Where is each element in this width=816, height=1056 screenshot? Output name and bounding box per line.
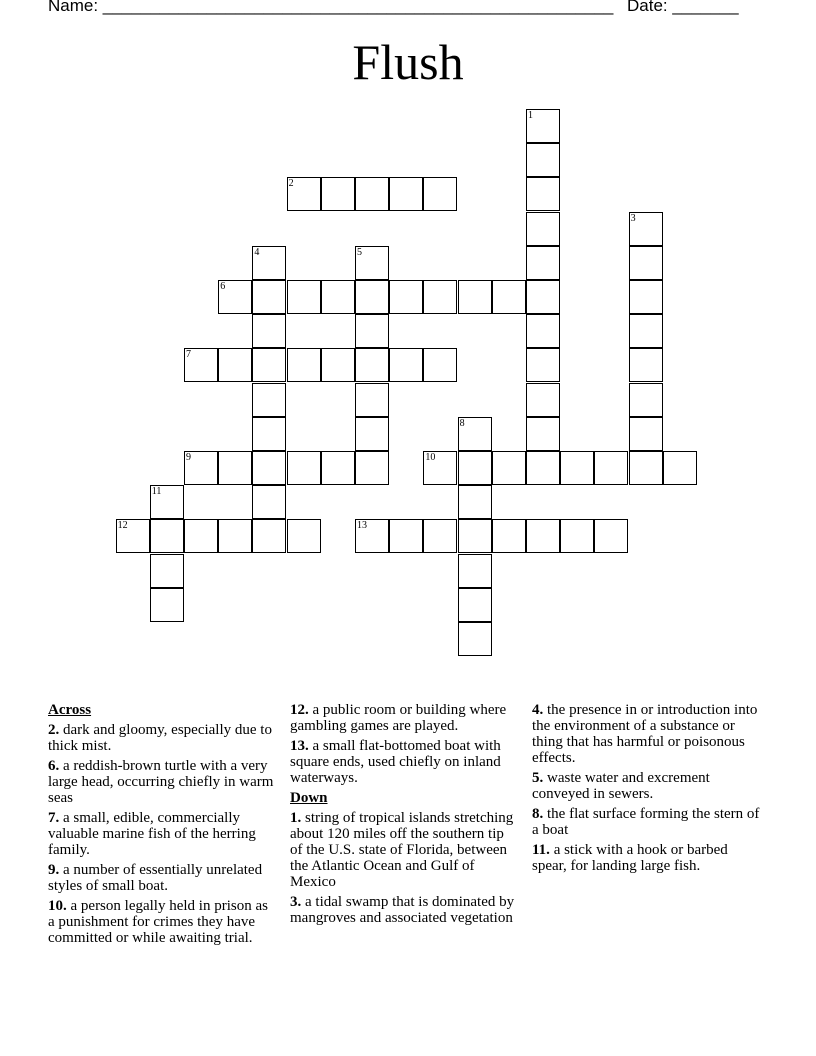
- clue-number: 12.: [290, 702, 309, 718]
- clue-text: a small flat-bottomed boat with square ends, used chiefly on inland waterways.: [290, 738, 501, 786]
- clues-column-1: [48, 702, 276, 950]
- grid-cell[interactable]: [355, 314, 389, 348]
- grid-cell[interactable]: [287, 177, 321, 211]
- grid-cell[interactable]: [389, 348, 423, 382]
- grid-cell[interactable]: [355, 177, 389, 211]
- cell-number: 4: [254, 246, 260, 258]
- grid-cell[interactable]: [389, 177, 423, 211]
- clue-across-7: [48, 810, 276, 858]
- grid-cell[interactable]: [321, 451, 355, 485]
- cell-number: 1: [528, 110, 533, 121]
- grid-cell[interactable]: [389, 519, 423, 553]
- clue-down-4: [532, 702, 760, 766]
- grid-cell[interactable]: [321, 177, 355, 211]
- clues-column-2: [290, 702, 518, 930]
- grid-cell[interactable]: [150, 554, 184, 588]
- name-field-label: Name: ______________________________________________________: [48, 0, 614, 15]
- grid-cell[interactable]: [560, 451, 594, 485]
- grid-cell[interactable]: [116, 519, 150, 553]
- grid-cell[interactable]: [355, 383, 389, 417]
- cell-number: 10: [425, 452, 436, 463]
- grid-cell[interactable]: [423, 280, 457, 314]
- clue-text: a small, edible, commercially valuable marine fish of the herring family.: [48, 810, 256, 858]
- grid-cell[interactable]: [423, 348, 457, 382]
- down-heading: Down: [290, 790, 328, 806]
- grid-cell[interactable]: [252, 383, 286, 417]
- across-heading: Across: [48, 702, 92, 718]
- grid-cell[interactable]: [423, 519, 457, 553]
- clue-number: 11.: [532, 842, 550, 858]
- clue-number: 10.: [48, 898, 67, 914]
- cell-number: 11: [151, 486, 162, 498]
- clue-number: 8.: [532, 806, 544, 822]
- cell-number: 9: [186, 452, 191, 463]
- grid-cell[interactable]: [663, 451, 697, 485]
- clue-text: a number of essentially unrelated styles of small boat.: [48, 862, 263, 894]
- clue-text: a reddish-brown turtle with a very large head, occurring chiefly in warm seas: [48, 758, 274, 806]
- clue-text: a person legally held in prison as a punishment for crimes they have committed or while awaiting trial.: [48, 898, 268, 946]
- clue-number: 1.: [290, 810, 302, 826]
- grid-cell[interactable]: [629, 348, 663, 382]
- clue-down-8: [532, 806, 760, 838]
- grid-cell[interactable]: [526, 212, 560, 246]
- cell-number: 2: [288, 178, 294, 190]
- clue-number: 7.: [48, 810, 60, 826]
- grid-cell[interactable]: [423, 177, 457, 211]
- clue-down-11: [532, 842, 760, 874]
- grid-cell[interactable]: [629, 212, 663, 246]
- grid-cell[interactable]: [184, 519, 218, 553]
- grid-cell[interactable]: [629, 314, 663, 348]
- grid-cell[interactable]: [184, 348, 218, 382]
- clue-number: 2.: [48, 722, 60, 738]
- clue-down-1: [290, 810, 518, 890]
- grid-cell[interactable]: [252, 280, 286, 314]
- clue-across-9: [48, 862, 276, 894]
- clue-across-2: [48, 722, 276, 754]
- grid-cell[interactable]: [218, 280, 252, 314]
- clue-text: a tidal swamp that is dominated by mangroves and associated vegetation: [290, 894, 515, 926]
- clue-across-6: [48, 758, 276, 806]
- grid-cell[interactable]: [355, 280, 389, 314]
- grid-cell[interactable]: [629, 383, 663, 417]
- clue-down-5: [532, 770, 760, 802]
- grid-cell[interactable]: [355, 246, 389, 280]
- grid-cell[interactable]: [287, 451, 321, 485]
- clue-text: string of tropical islands stretching about 120 miles off the southern tip of the U.S. state of Florida, between the Atlantic Ocean and Gulf of Mexico: [290, 810, 514, 890]
- grid-cell[interactable]: [184, 451, 218, 485]
- grid-cell[interactable]: [526, 109, 560, 143]
- clue-text: a public room or building where gambling games are played.: [290, 702, 507, 734]
- grid-cell[interactable]: [355, 417, 389, 451]
- grid-cell[interactable]: [458, 451, 492, 485]
- grid-cell[interactable]: [150, 485, 184, 519]
- cell-number: 13: [357, 520, 367, 532]
- grid-cell[interactable]: [526, 143, 560, 177]
- clue-number: 3.: [290, 894, 302, 910]
- grid-cell[interactable]: [252, 417, 286, 451]
- grid-cell[interactable]: [458, 588, 492, 622]
- grid-cell[interactable]: [492, 519, 526, 553]
- grid-cell[interactable]: [526, 280, 560, 314]
- grid-cell[interactable]: [287, 519, 321, 553]
- clue-text: the presence in or introduction into the environment of a substance or thing that has harmful or poisonous effects.: [532, 702, 758, 766]
- grid-cell[interactable]: [252, 519, 286, 553]
- grid-cell[interactable]: [252, 485, 286, 519]
- grid-cell[interactable]: [458, 417, 492, 451]
- clue-text: waste water and excrement conveyed in sewers.: [532, 770, 710, 802]
- grid-cell[interactable]: [526, 451, 560, 485]
- clue-down-3: [290, 894, 518, 926]
- grid-cell[interactable]: [629, 280, 663, 314]
- grid-cell[interactable]: [492, 280, 526, 314]
- cell-number: 6: [220, 281, 226, 292]
- clue-text: the flat surface forming the stern of a boat: [532, 806, 760, 838]
- grid-cell[interactable]: [252, 314, 286, 348]
- grid-cell[interactable]: [252, 451, 286, 485]
- cell-number: 12: [117, 520, 128, 532]
- grid-cell[interactable]: [252, 246, 286, 280]
- grid-cell[interactable]: [355, 451, 389, 485]
- grid-cell[interactable]: [458, 280, 492, 314]
- grid-cell[interactable]: [389, 280, 423, 314]
- grid-cell[interactable]: [321, 348, 355, 382]
- grid-cell[interactable]: [526, 383, 560, 417]
- clue-text: dark and gloomy, especially due to thick mist.: [48, 722, 272, 754]
- grid-cell[interactable]: [526, 519, 560, 553]
- grid-cell[interactable]: [629, 451, 663, 485]
- grid-cell[interactable]: [560, 519, 594, 553]
- clue-number: 4.: [532, 702, 544, 718]
- grid-cell[interactable]: [492, 451, 526, 485]
- grid-cell[interactable]: [458, 622, 492, 656]
- clue-number: 13.: [290, 738, 309, 754]
- clue-across-13: [290, 738, 518, 786]
- clue-number: 9.: [48, 862, 60, 878]
- grid-cell[interactable]: [526, 348, 560, 382]
- clue-across-10: [48, 898, 276, 946]
- grid-cell[interactable]: [218, 348, 252, 382]
- grid-cell[interactable]: [150, 519, 184, 553]
- grid-cell[interactable]: [287, 348, 321, 382]
- grid-cell[interactable]: [321, 280, 355, 314]
- grid-cell[interactable]: [287, 280, 321, 314]
- grid-cell[interactable]: [218, 519, 252, 553]
- grid-cell[interactable]: [629, 246, 663, 280]
- puzzle-title: Flush: [352, 34, 464, 90]
- grid-cell[interactable]: [458, 519, 492, 553]
- grid-cell[interactable]: [150, 588, 184, 622]
- cell-number: 7: [186, 349, 191, 361]
- grid-cell[interactable]: [458, 554, 492, 588]
- grid-cell[interactable]: [218, 451, 252, 485]
- clue-number: 5.: [532, 770, 544, 786]
- grid-cell[interactable]: [526, 177, 560, 211]
- grid-cell[interactable]: [526, 246, 560, 280]
- clue-text: a stick with a hook or barbed spear, for landing large fish.: [532, 842, 728, 874]
- clues-column-3: [532, 702, 760, 878]
- grid-cell[interactable]: [594, 451, 628, 485]
- grid-cell[interactable]: [594, 519, 628, 553]
- date-field-label: Date: _______: [627, 0, 739, 15]
- grid-cell[interactable]: [526, 417, 560, 451]
- grid-cell[interactable]: [355, 348, 389, 382]
- clue-number: 6.: [48, 758, 60, 774]
- grid-cell[interactable]: [458, 485, 492, 519]
- clue-across-12: [290, 702, 518, 734]
- grid-cell[interactable]: [526, 314, 560, 348]
- grid-cell[interactable]: [252, 348, 286, 382]
- cell-number: 3: [630, 212, 636, 224]
- cell-number: 8: [459, 417, 465, 429]
- grid-cell[interactable]: [355, 519, 389, 553]
- grid-cell[interactable]: [629, 417, 663, 451]
- grid-cell[interactable]: [423, 451, 457, 485]
- cell-number: 5: [357, 246, 362, 258]
